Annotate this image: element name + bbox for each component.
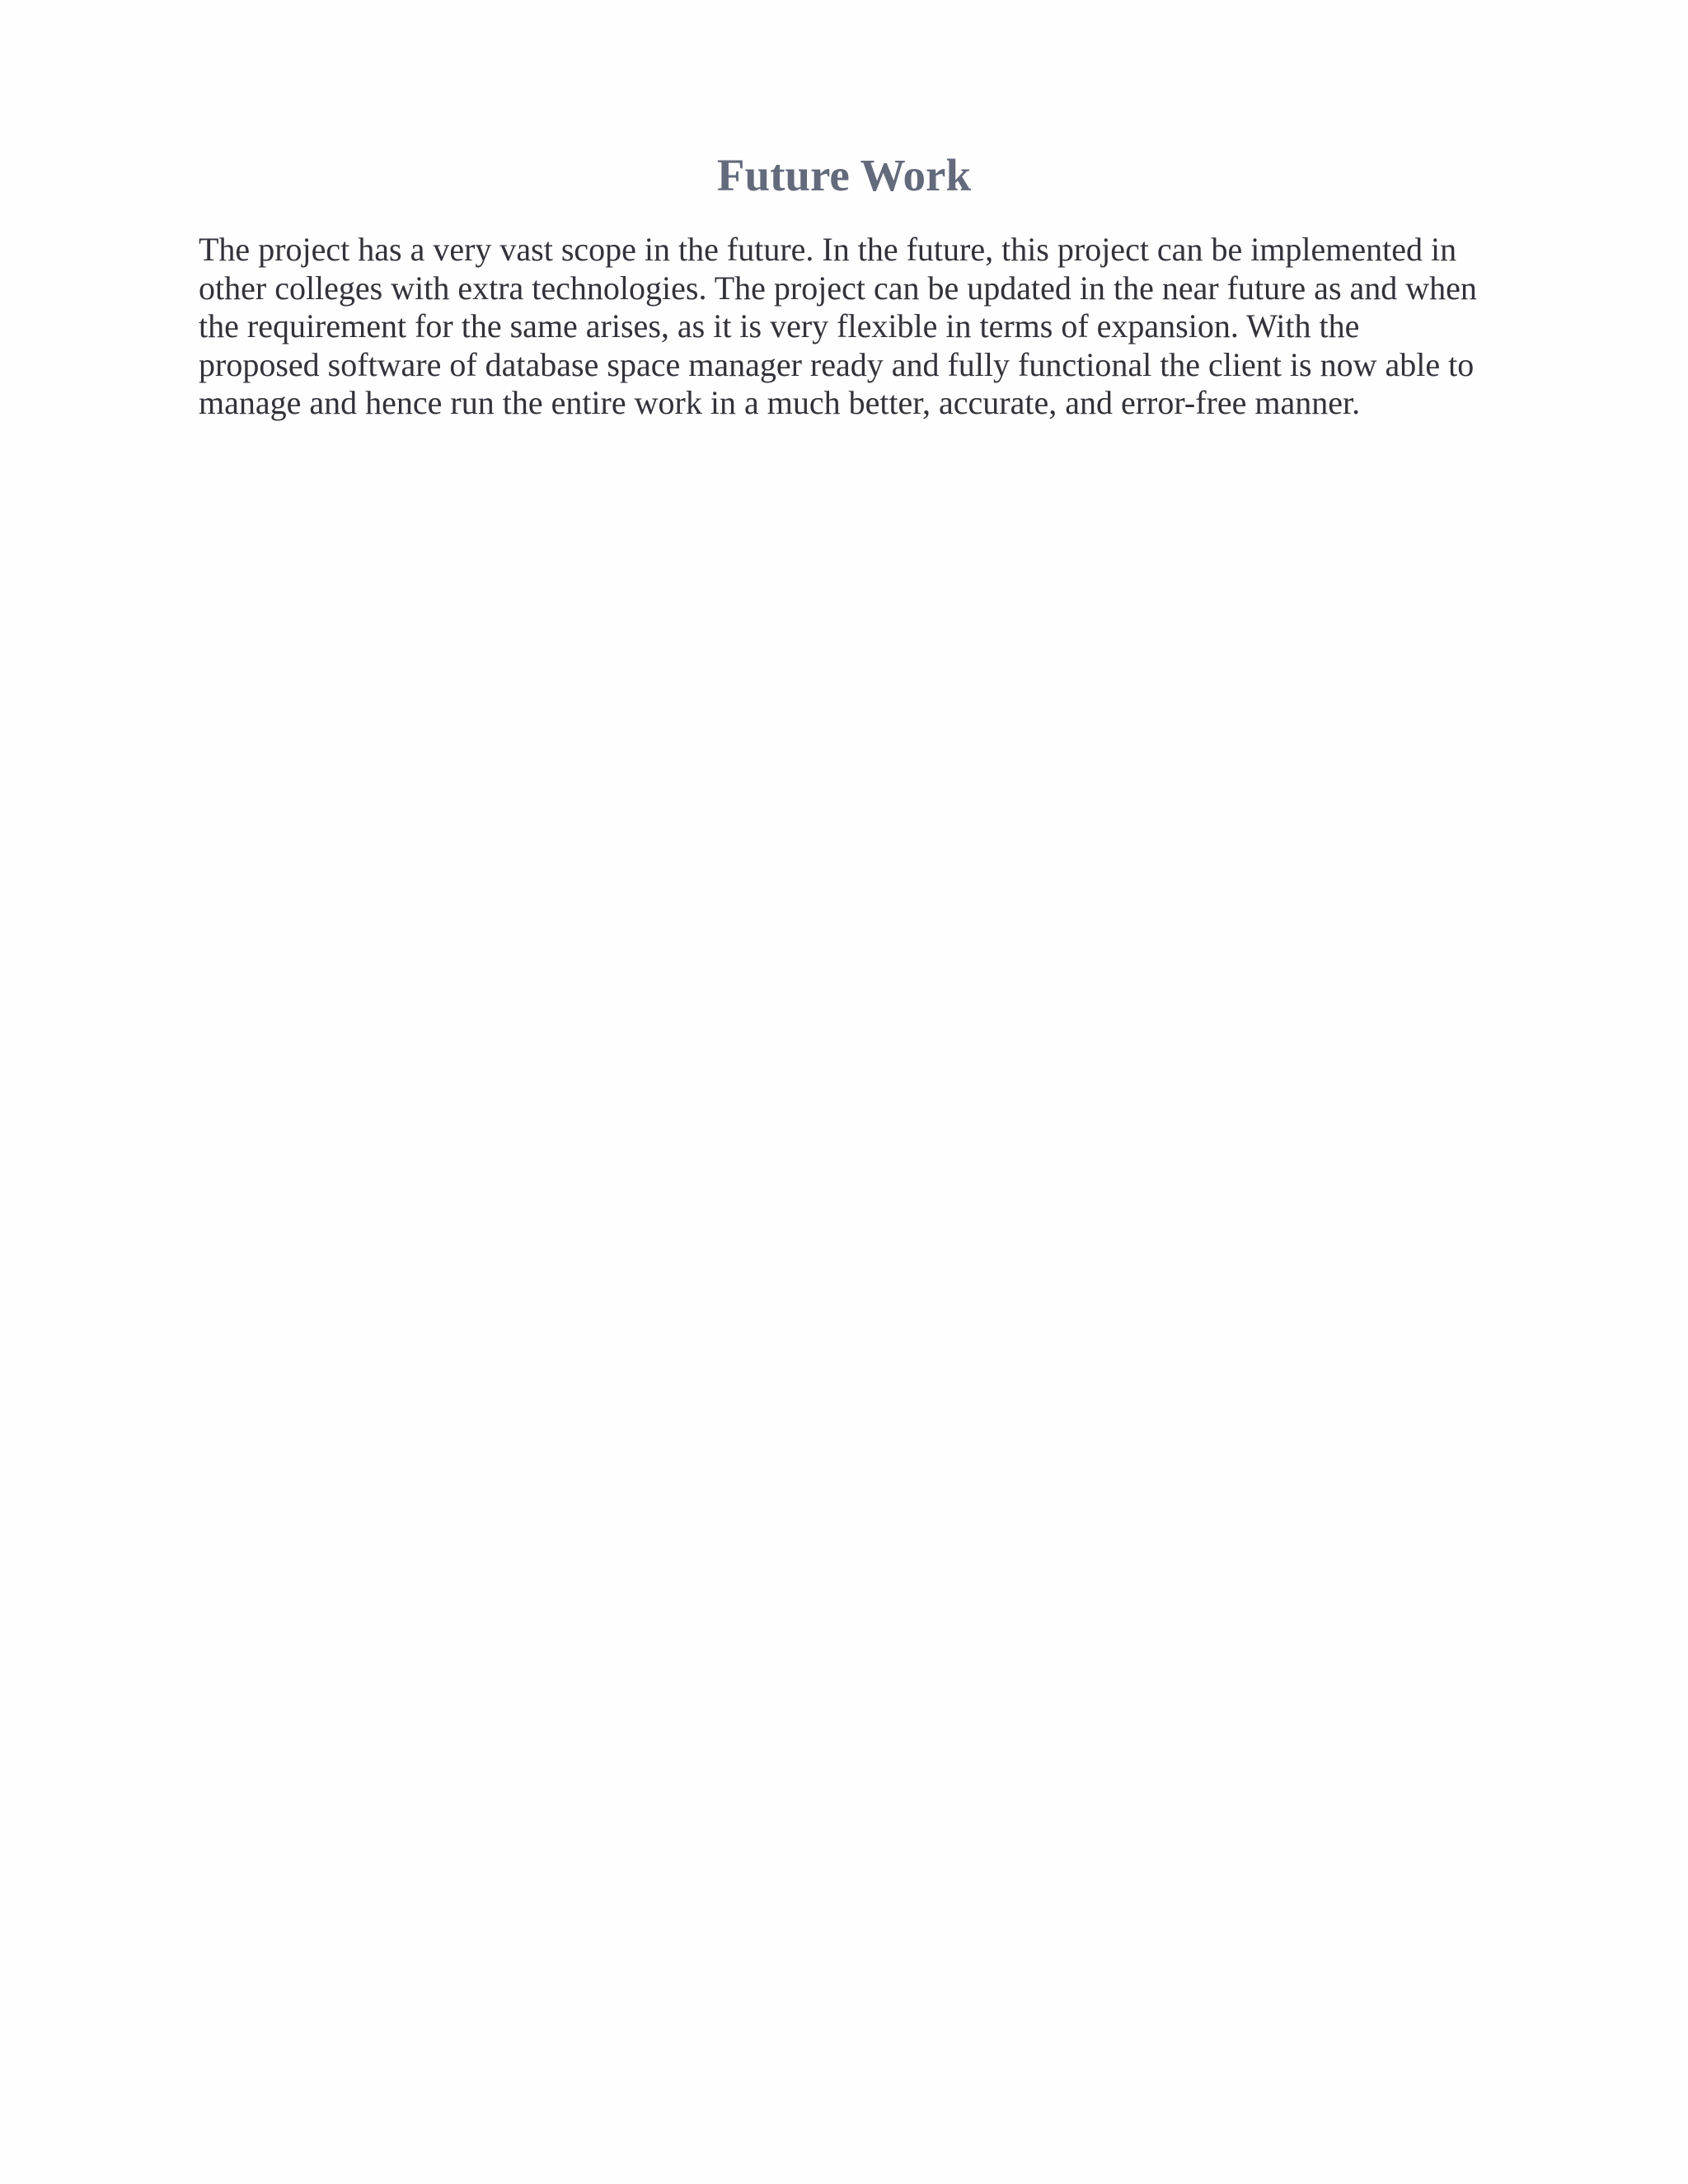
paragraph-line: other colleges with extra technologies. The project can be updated in the near future as and when (199, 269, 1477, 307)
paragraph-line: proposed software of database space manager ready and fully functional the client is now able to (199, 345, 1475, 383)
paragraph-line: manage and hence run the entire work in a much better, accurate, and error-free manner. (199, 384, 1361, 421)
paragraph-line: The project has a very vast scope in the future. In the future, this project can be implemented in (199, 231, 1457, 268)
paragraph-line: the requirement for the same arises, as it is very flexible in terms of expansion. With the (199, 307, 1360, 344)
body-paragraph (199, 231, 1517, 423)
section-heading: Future Work (716, 150, 972, 200)
